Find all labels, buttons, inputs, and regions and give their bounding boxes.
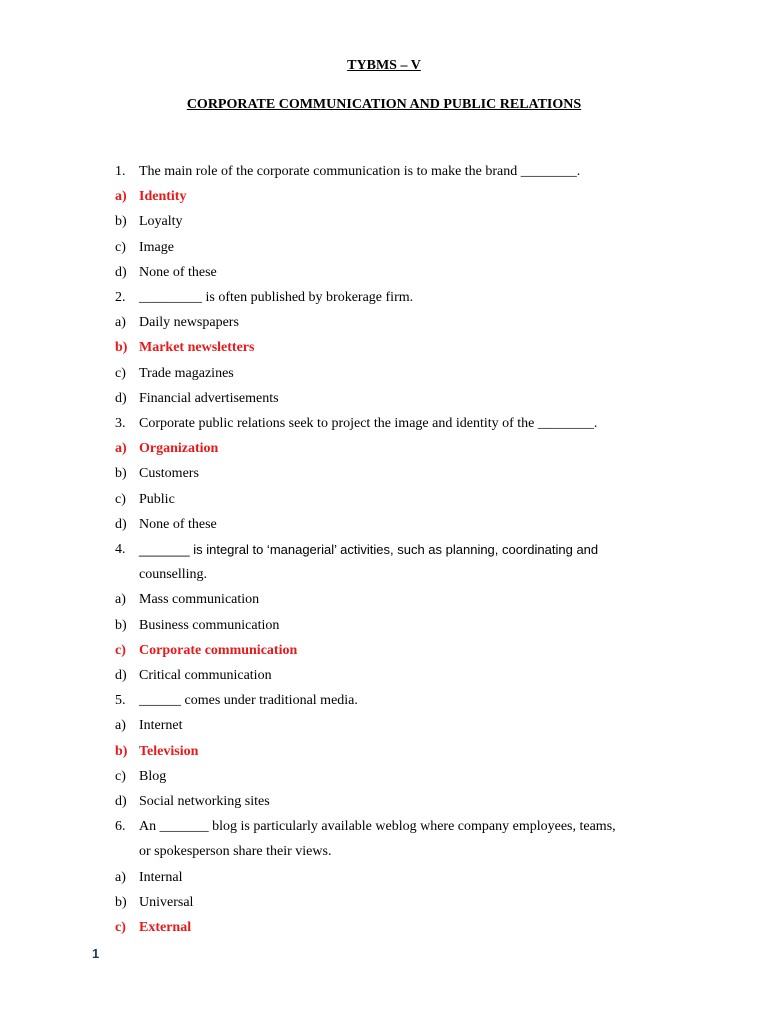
item-marker: d) (115, 668, 127, 683)
item-marker: c) (115, 492, 126, 507)
item-text: Identity (139, 189, 187, 204)
item-marker: c) (115, 920, 126, 935)
item-text: ______ comes under traditional media. (139, 693, 358, 708)
item-text: Corporate communication (139, 643, 298, 658)
item-marker: 5. (115, 693, 126, 708)
item-marker: a) (115, 870, 126, 885)
item-text: None of these (139, 265, 217, 280)
item-text: An _______ blog is particularly available weblog where company employees, teams, (139, 819, 616, 834)
item-text: or spokesperson share their views. (139, 844, 332, 859)
item-marker: d) (115, 517, 127, 532)
item-marker: b) (115, 214, 127, 229)
item-text: The main role of the corporate communication is to make the brand ________. (139, 164, 581, 179)
item-marker: a) (115, 441, 127, 456)
item-text: _________ is often published by brokerage firm. (139, 290, 414, 305)
item-text: Universal (139, 895, 194, 910)
item-marker: b) (115, 340, 128, 355)
item-text: External (139, 920, 192, 935)
item-text: Image (139, 240, 174, 255)
item-text: Critical communication (139, 668, 272, 683)
item-marker: c) (115, 643, 126, 658)
item-text: Public (139, 492, 175, 507)
item-text: Daily newspapers (139, 315, 239, 330)
item-marker: a) (115, 189, 127, 204)
item-text: counselling. (139, 567, 208, 582)
item-text: Television (139, 744, 199, 759)
item-marker: d) (115, 391, 127, 406)
item-marker: b) (115, 466, 127, 481)
item-text: Market newsletters (139, 340, 255, 355)
item-marker: b) (115, 618, 127, 633)
item-marker: 2. (115, 290, 126, 305)
item-text: Customers (139, 466, 199, 481)
item-text: Social networking sites (139, 794, 270, 809)
item-text: Trade magazines (139, 366, 234, 381)
item-marker: 1. (115, 164, 126, 179)
item-marker: c) (115, 769, 126, 784)
item-marker: 4. (115, 542, 126, 557)
item-text: Financial advertisements (139, 391, 279, 406)
item-marker: c) (115, 366, 126, 381)
item-text: Corporate public relations seek to project the image and identity of the ________. (139, 416, 598, 431)
item-text: None of these (139, 517, 217, 532)
item-marker: d) (115, 265, 127, 280)
item-text: Organization (139, 441, 219, 456)
item-marker: a) (115, 315, 126, 330)
item-text: Business communication (139, 618, 280, 633)
item-marker: b) (115, 895, 127, 910)
item-marker: d) (115, 794, 127, 809)
item-marker: 3. (115, 416, 126, 431)
page-number: 1 (92, 946, 100, 961)
course-title: TYBMS – V (347, 58, 421, 73)
item-text: _______ is integral to ‘managerial’ activities, such as planning, coordinating and (139, 542, 599, 557)
item-marker: c) (115, 240, 126, 255)
item-text: Internal (139, 870, 183, 885)
item-marker: a) (115, 718, 126, 733)
item-text: Internet (139, 718, 183, 733)
item-marker: b) (115, 744, 128, 759)
item-marker: 6. (115, 819, 126, 834)
item-text: Loyalty (139, 214, 183, 229)
item-text: Mass communication (139, 592, 260, 607)
item-marker: a) (115, 592, 126, 607)
subject-title: CORPORATE COMMUNICATION AND PUBLIC RELATIONS (186, 97, 582, 112)
item-text: Blog (139, 769, 167, 784)
